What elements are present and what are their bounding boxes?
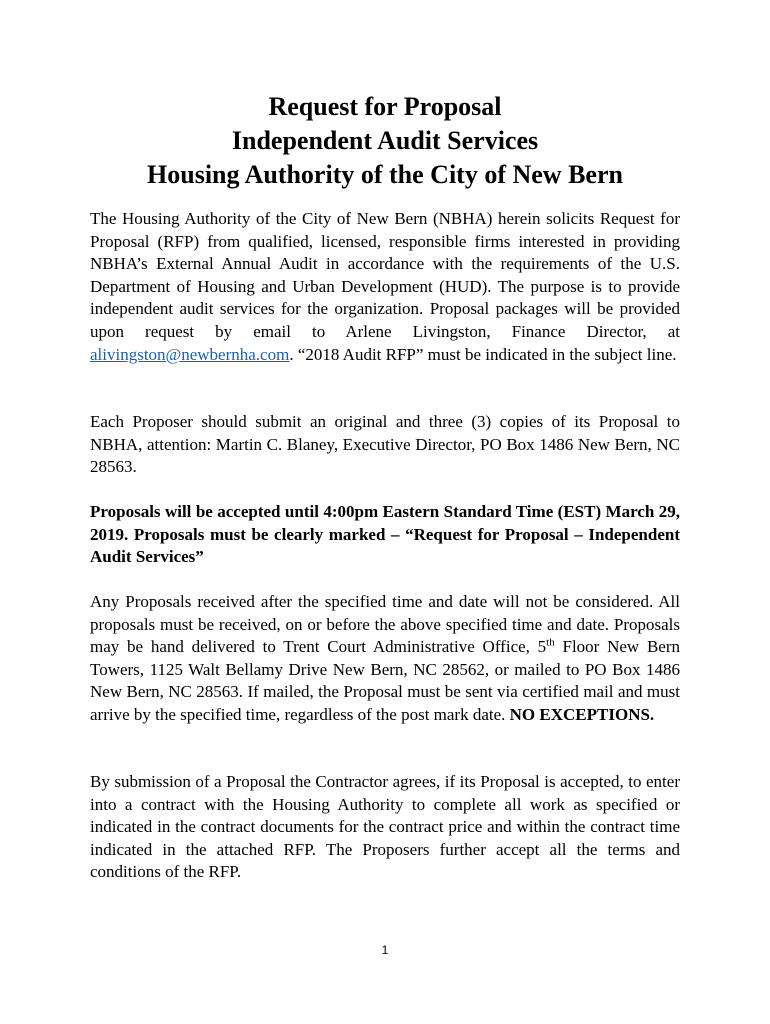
- submission-paragraph: Each Proposer should submit an original and three (3) copies of its Proposal to NBHA, attention: Martin C. Blaney, Executive Director, PO Box 1486 New Bern, NC 28563.: [90, 412, 680, 477]
- ordinal-suffix: th: [546, 636, 555, 649]
- late-proposals-text: Any Proposals received after the specified time and date will not be considered. All proposals must be received, on or before the above specified time and date. Proposals may be hand delivered to Trent Court Administrative Office, 5: [90, 592, 680, 657]
- page-number: 1: [381, 943, 389, 957]
- title-line-1: Request for Proposal: [268, 92, 502, 121]
- intro-paragraph: [90, 208, 680, 366]
- intro-text: The Housing Authority of the City of New Bern (NBHA) herein solicits Request for Proposal (RFP) from qualified, licensed, responsible firms interested in providing NBHA’s External Annual Audit in accordance with the requirements of the U.S. Department of Housing and Urban Development (HUD). The purpose is to provide independent audit services for the organization. Proposal packages will be provided upon request by email to Arlene Livingston, Finance Director, at: [90, 209, 680, 341]
- title-line-3: Housing Authority of the City of New Bern: [147, 160, 623, 189]
- title-line-2: Independent Audit Services: [231, 126, 539, 155]
- deadline-paragraph: Proposals will be accepted until 4:00pm Eastern Standard Time (EST) March 29, 2019. Proposals must be clearly marked – “Request for Proposal – Independent Audit Services”: [90, 502, 680, 567]
- intro-text-end: . “2018 Audit RFP” must be indicated in the subject line.: [289, 344, 677, 364]
- agreement-paragraph: By submission of a Proposal the Contractor agrees, if its Proposal is accepted, to enter into a contract with the Housing Authority to complete all work as specified or indicated in the contract documents for the contract price and within the contract time indicated in the attached RFP. The Proposers further accept all the terms and conditions of the RFP.: [90, 772, 680, 882]
- email-link[interactable]: alivingston@newbernha.com: [90, 344, 290, 364]
- late-proposals-paragraph: [90, 591, 680, 727]
- late-proposals-text-end: Floor New Bern Towers, 1125 Walt Bellamy Drive New Bern, NC 28562, or mailed to PO Box 1486 New Bern, NC 28563. If mailed, the Proposal must be sent via certified mail and must arrive by the specified time, regardless of the post mark date.: [90, 637, 680, 724]
- document-title: [90, 90, 680, 192]
- no-exceptions-text: NO EXCEPTIONS.: [509, 704, 655, 724]
